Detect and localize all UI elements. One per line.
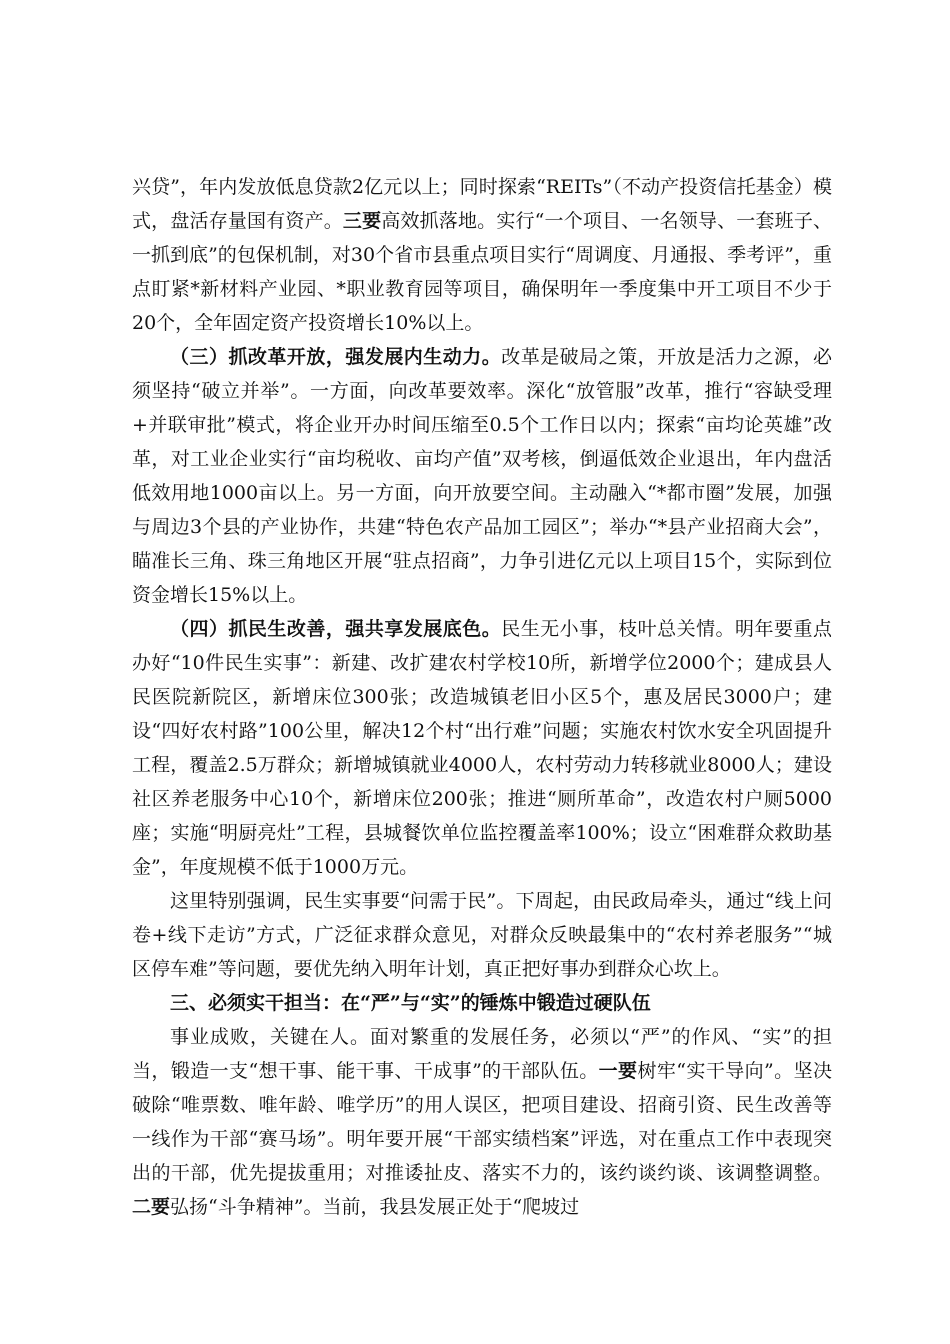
paragraph-text: 兴贷”，年内发放低息贷款2亿元以上；同时探索“REITs”（不动产投资信托基金）模式，盘活存量国有资产。: [132, 176, 832, 232]
paragraph-text: 树牢“实干导向”。坚决破除“唯票数、唯年龄、唯学历”的用人误区，把项目建设、招商引资、民生改善等一线作为干部“赛马场”。明年要开展“干部实绩档案”评选，对在重点工作中表现突出的干部，优先提拔重用；对推诿扯皮、落实不力的，该约谈约谈、该调整调整。: [132, 1060, 832, 1184]
emphasis-text: 一要: [598, 1060, 638, 1082]
paragraph-text: 事业成败，关键在人。面对繁重的发展任务，必须以“严”的作风、“实”的担当，锻造一支“想干事、能干事、干成事”的干部队伍。: [132, 1026, 832, 1082]
paragraph-text: 高效抓落地。实行“一个项目、一名领导、一套班子、一抓到底”的包保机制，对30个省市县重点项目实行“周调度、月通报、季考评”，重点盯紧*新材料产业园、*职业教育园等项目，确保明年一季度集中开工项目不少于20个，全年固定资产投资增长10%以上。: [132, 210, 832, 334]
subsection-heading: （四）抓民生改善，强共享发展底色。: [170, 618, 502, 640]
paragraph-cadre-team: [132, 1020, 832, 1224]
document-body: [132, 170, 832, 1224]
paragraph-text: 改革是破局之策，开放是活力之源，必须坚持“破立并举”。一方面，向改革要效率。深化“放管服”改革，推行“容缺受理+并联审批”模式，将企业开办时间压缩至0.5个工作日以内；探索“亩均论英雄”改革，对工业企业实行“亩均税收、亩均产值”双考核，倒逼低效企业退出，年内盘活低效用地1000亩以上。另一方面，向开放要空间。主动融入“*都市圈”发展，加强与周边3个县的产业协作，共建“特色农产品加工园区”；举办“*县产业招商大会”，瞄准长三角、珠三角地区开展“驻点招商”，力争引进亿元以上项目15个，实际到位资金增长15%以上。: [132, 346, 832, 606]
paragraph-text: 这里特别强调，民生实事要“问需于民”。下周起，由民政局牵头，通过“线上问卷+线下走访”方式，广泛征求群众意见，对群众反映最集中的“农村养老服务”“城区停车难”等问题，要优先纳入明年计划，真正把好事办到群众心坎上。: [132, 890, 832, 980]
paragraph-text: 民生无小事，枝叶总关情。明年要重点办好“10件民生实事”：新建、改扩建农村学校10所，新增学位2000个；建成县人民医院新院区，新增床位300张；改造城镇老旧小区5个，惠及居民3000户；建设“四好农村路”100公里，解决12个村“出行难”问题；实施农村饮水安全巩固提升工程，覆盖2.5万群众；新增城镇就业4000人，农村劳动力转移就业8000人；建设社区养老服务中心10个，新增床位200张；推进“厕所革命”，改造农村户厕5000座；实施“明厨亮灶”工程，县城餐饮单位监控覆盖率100%；设立“困难群众救助基金”，年度规模不低于1000万元。: [132, 618, 832, 878]
emphasis-text: 二要: [132, 1196, 171, 1218]
paragraph-emphasis: [132, 884, 832, 986]
paragraph-livelihood: [132, 612, 832, 884]
subsection-heading: （三）抓改革开放，强发展内生动力。: [170, 346, 502, 368]
paragraph-text: 弘扬“斗争精神”。当前，我县发展正处于“爬坡过: [170, 1196, 580, 1218]
section-heading: 三、必须实干担当：在“严”与“实”的锤炼中锻造过硬队伍: [170, 992, 651, 1014]
paragraph-reform-opening: [132, 340, 832, 612]
paragraph-continuation: [132, 170, 832, 340]
emphasis-text: 三要: [342, 210, 382, 232]
